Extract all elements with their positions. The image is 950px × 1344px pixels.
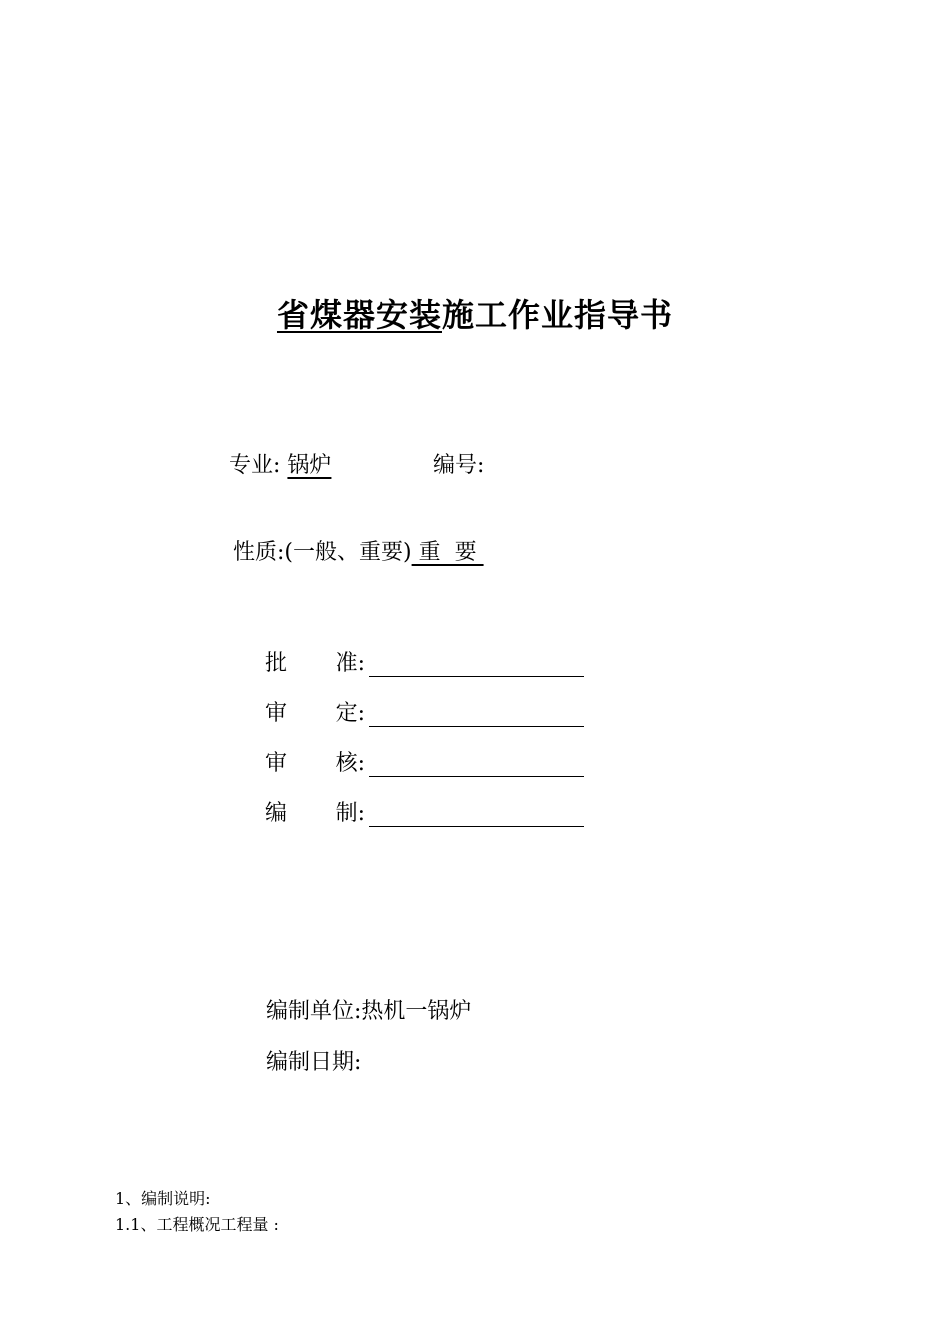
signoff-prepare: [265, 796, 584, 827]
title-underlined: 省煤器安装: [276, 296, 442, 334]
signoff-approve-line: [369, 652, 584, 677]
prepared-by: 编制单位:热机一锅炉: [266, 999, 472, 1024]
signoff-review-line: [369, 702, 584, 727]
prepared-date: 编制日期:: [266, 1050, 362, 1075]
specialty-field: [229, 448, 331, 479]
nature-value: 重 要: [411, 540, 484, 565]
signoff-check-label-b: 核:: [335, 751, 365, 776]
signoff-prepare-line: [369, 802, 584, 827]
subsection-heading: 1.1、工程概况工程量 :: [115, 1215, 279, 1234]
signoff-approve-label-b: 准:: [335, 651, 365, 676]
section-heading: 1、编制说明:: [115, 1189, 211, 1208]
title-rest: 施工作业指导书: [442, 296, 674, 334]
specialty-label: 专业:: [229, 453, 281, 478]
signoff-review-label-b: 定:: [335, 701, 365, 726]
number-field: [433, 448, 484, 479]
signoff-prepare-label-b: 制:: [335, 801, 365, 826]
signoff-approve-label-a: 批: [265, 651, 288, 676]
nature-label: 性质:(一般、重要): [233, 540, 412, 565]
signoff-check-label-a: 审: [265, 751, 288, 776]
number-label: 编号:: [433, 453, 485, 478]
specialty-value: 锅炉: [287, 453, 332, 478]
signoff-approve: [265, 646, 584, 677]
signoff-prepare-label-a: 编: [265, 801, 288, 826]
nature-field: [233, 535, 484, 566]
signoff-check-line: [369, 752, 584, 777]
signoff-review: [265, 696, 584, 727]
signoff-check: [265, 746, 584, 777]
signoff-review-label-a: 审: [265, 701, 288, 726]
document-title: [0, 290, 950, 336]
